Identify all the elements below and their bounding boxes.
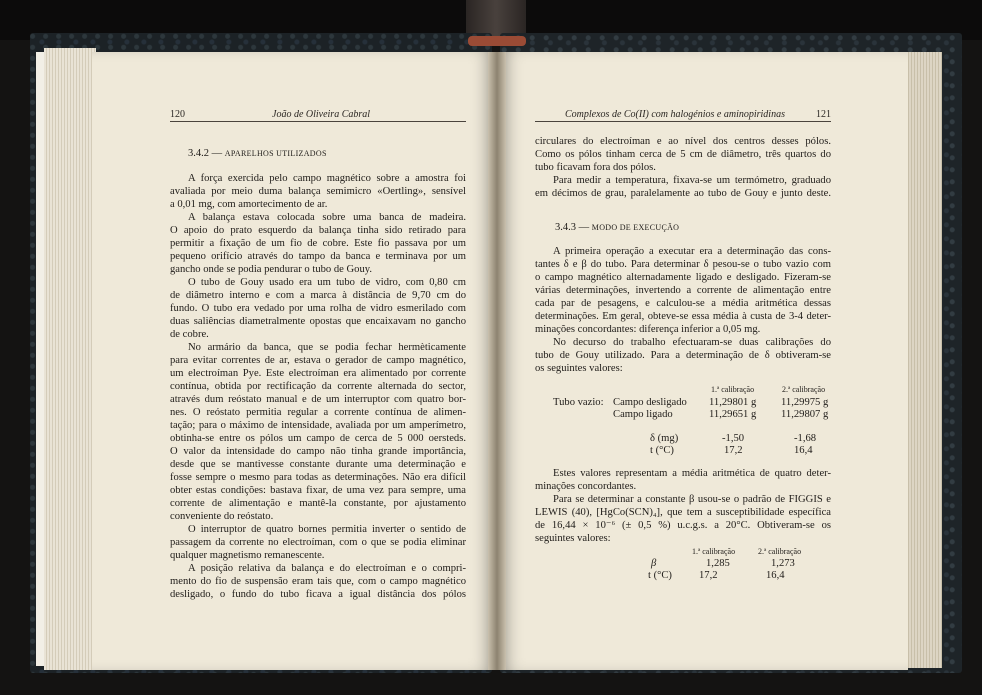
- text-line: a 0,01 mg, com amortecimento de ar.: [170, 199, 328, 210]
- table2-row1-v1: 1,285: [706, 558, 730, 569]
- text-line: permitir a fixação de um fio de cobre. Este fio passava por um: [170, 238, 466, 249]
- text-line: um electroíman Pye. Este electroíman era alimentado por corrente: [170, 368, 466, 379]
- section-number-2: 3.4.3 —: [555, 222, 590, 233]
- text-line: No armário da banca, que se podia fechar hermèticamente: [188, 342, 466, 353]
- table1-row2-v1: 11,29651 g: [709, 409, 757, 420]
- right-header-rule: [535, 121, 831, 122]
- table2-col2-header: 2.ª calibração: [758, 547, 802, 556]
- table1-row1-label: Campo desligado: [613, 397, 687, 408]
- right-page-stack: [906, 52, 942, 668]
- text-line: minações concordantes: diferença inferior a 0,05 mg.: [535, 324, 761, 335]
- section-number: 3.4.2 —: [188, 148, 223, 159]
- text-line: obtinha-se entre os pólos um campo de cerca de 5 000 oersteds.: [170, 433, 466, 444]
- text-line: A primeira operação a executar era a determinação das cons-: [553, 246, 831, 257]
- text-line: pequeno orifício através do tampo da banca e terminava por um: [170, 251, 466, 262]
- text-line: O tubo de Gouy usado era um tubo de vidro, com 0,80 cm: [188, 277, 466, 288]
- table1-row4-v2: 16,4: [794, 445, 813, 456]
- table1-row4-v1: 17,2: [724, 445, 743, 456]
- right-section-heading: [555, 221, 679, 234]
- table1-row3-label: δ (mg): [650, 433, 679, 444]
- text-line: cada par de pesagens, e calculou-se a média aritmética dessas: [535, 298, 831, 309]
- left-page-number: 120: [170, 109, 185, 120]
- text-line: tantes δ e β do tubo. Para determinar δ pesou-se o tubo vazio com: [535, 259, 831, 270]
- text-line: fundo. O tubo era vedado por uma rolha de vidro esmerilado com: [170, 303, 466, 314]
- right-body-mid: [535, 245, 831, 375]
- text-line: obter estas condições: bastava fixar, de uma vez para sempre, uma: [170, 485, 466, 496]
- section-title-2: MODO DE EXECUÇÃO: [591, 223, 680, 232]
- text-line: No decurso do trabalho efectuaram-se duas calibrações do: [553, 337, 831, 348]
- table1-col1-header: 1.ª calibração: [711, 385, 755, 394]
- text-line: tubo ficavam fora dos pólos.: [535, 162, 656, 173]
- text-line: contínua, obtida por rectificação da corrente alternada do sector,: [170, 381, 466, 392]
- left-page-stack: [44, 48, 96, 670]
- text-line: O interruptor de quatro bornes permitia inverter o sentido de: [188, 524, 466, 535]
- spine-headband: [468, 36, 526, 46]
- text-line: O apoio do prato esquerdo da balança tinha sido retirado para: [170, 225, 466, 236]
- text-line: duas saliências diametralmente opostas que encaixavam no gancho: [170, 316, 466, 327]
- text-line: O valor da intensidade do campo não tinha grande importância,: [170, 446, 466, 457]
- text-line: minações concordantes.: [535, 481, 637, 492]
- table1-col2-header: 2.ª calibração: [782, 385, 826, 394]
- table2-row1-label: β: [651, 558, 657, 569]
- book-gutter: [488, 52, 506, 670]
- text-line: desligado, o fundo do tubo ficava a igual distância dos pólos: [170, 589, 466, 600]
- text-line: avaliada por meio duma balança semimicro «Oertling», sensível: [170, 186, 466, 197]
- table1-row-label-main: Tubo vazio:: [553, 397, 604, 408]
- left-section-heading: [188, 147, 327, 160]
- text-line: mento do fio de suspensão eram tais que, com o campo magnético: [170, 576, 466, 587]
- text-line: o campo magnético alternadamente ligado e desligado. Fizeram-se: [535, 272, 831, 283]
- text-line: os seguintes valores:: [535, 363, 623, 374]
- text-line: passagem da corrente no electroíman, com o que se podia eliminar: [170, 537, 466, 548]
- text-line: gancho onde se podia pendurar o tubo de Gouy.: [170, 264, 373, 275]
- text-line: tação; para o máximo de intensidade, avaliada por um amperímetro,: [170, 420, 466, 431]
- left-running-head: João de Oliveira Cabral: [272, 109, 371, 120]
- table1-row3-v2: -1,68: [794, 433, 817, 444]
- text-line: A posição relativa da balança e do electroíman e o compri-: [188, 563, 466, 574]
- table2-col1-header: 1.ª calibração: [692, 547, 736, 556]
- text-line: através dum reóstato manual e de um interruptor com quatro bor-: [170, 394, 466, 405]
- text-line: de diâmetro interno e com a marca à distância de 9,70 cm do: [170, 290, 466, 301]
- text-line: Como os pólos tinham cerca de 5 cm de diâmetro, três quartos do: [535, 149, 831, 160]
- text-line: em décimos de grau, paralelamente ao tubo de Gouy e junto deste.: [535, 188, 831, 199]
- text-line: várias determinações, invertendo a corrente de alimentação entre: [535, 285, 831, 296]
- text-line: corrente de alimentação e mantê-la constante, por ajustamento: [170, 498, 466, 509]
- text-line: para evitar correntes de ar, estava o gerador de campo magnético,: [170, 355, 466, 366]
- text-line: fosse sempre o mesmo para todas as determinações. Não era difícil: [170, 472, 466, 483]
- table2-row2-v2: 16,4: [766, 570, 785, 581]
- text-line: conveniente do reóstato.: [170, 511, 274, 522]
- right-body-top: [535, 135, 831, 200]
- text-line: tubo de Gouy utilizado. Para a determinação de δ obtiveram-se: [535, 350, 831, 361]
- text-line: A força exercida pelo campo magnético sobre a amostra foi: [188, 173, 466, 184]
- table2-row2-v1: 17,2: [699, 570, 718, 581]
- text-line: circulares do electroíman e ao nível dos centros desses pólos.: [535, 136, 831, 147]
- table1-row2-v2: 11,29807 g: [781, 409, 829, 420]
- table1-row1-v1: 11,29801 g: [709, 397, 757, 408]
- text-line: A balança estava colocada sobre uma banca de madeira.: [188, 212, 466, 223]
- text-line: de cobre.: [170, 329, 209, 340]
- table1-row3-v1: -1,50: [722, 433, 745, 444]
- right-running-head: Complexos de Co(II) com halogénios e aminopiridinas: [565, 109, 785, 120]
- text-line: qualquer magnetismo remanescente.: [170, 550, 325, 561]
- text-line: Estes valores representam a média aritmética de quatro deter-: [553, 468, 831, 479]
- text-line: LEWIS (40), [HgCo(SCN)₄], que tem a susceptibilidade específica: [535, 507, 831, 518]
- table2-row2-label: t (°C): [648, 570, 672, 581]
- table2-row1-v2: 1,273: [771, 558, 795, 569]
- text-line: nes. O reóstato permitia regular a corrente contínua de alimen-: [170, 407, 466, 418]
- text-line: Para se determinar a constante β usou-se o padrão de FIGGIS e: [553, 494, 831, 505]
- right-body-after-table: [535, 467, 831, 545]
- table1-row1-v2: 11,29975 g: [781, 397, 829, 408]
- right-page-number: 121: [816, 109, 831, 120]
- text-line: desde que se mantivesse constante durante uma determinação e: [170, 459, 466, 470]
- table1-row2-label: Campo ligado: [613, 409, 673, 420]
- text-line: determinações. Em geral, obteve-se essa média à custa de 3-4 deter-: [535, 311, 831, 322]
- section-title: APARELHOS UTILIZADOS: [224, 149, 327, 158]
- text-line: Para medir a temperatura, fixava-se um termómetro, graduado: [553, 175, 831, 186]
- left-header-rule: [170, 121, 466, 122]
- text-line: seguintes valores:: [535, 533, 611, 544]
- table1-row4-label: t (°C): [650, 445, 674, 456]
- left-body-text: [170, 172, 466, 601]
- text-line: de 16,44 × 10⁻⁶ (± 0,5 %) u.c.g.s. a 20°C. Obtiveram-se os: [535, 520, 831, 531]
